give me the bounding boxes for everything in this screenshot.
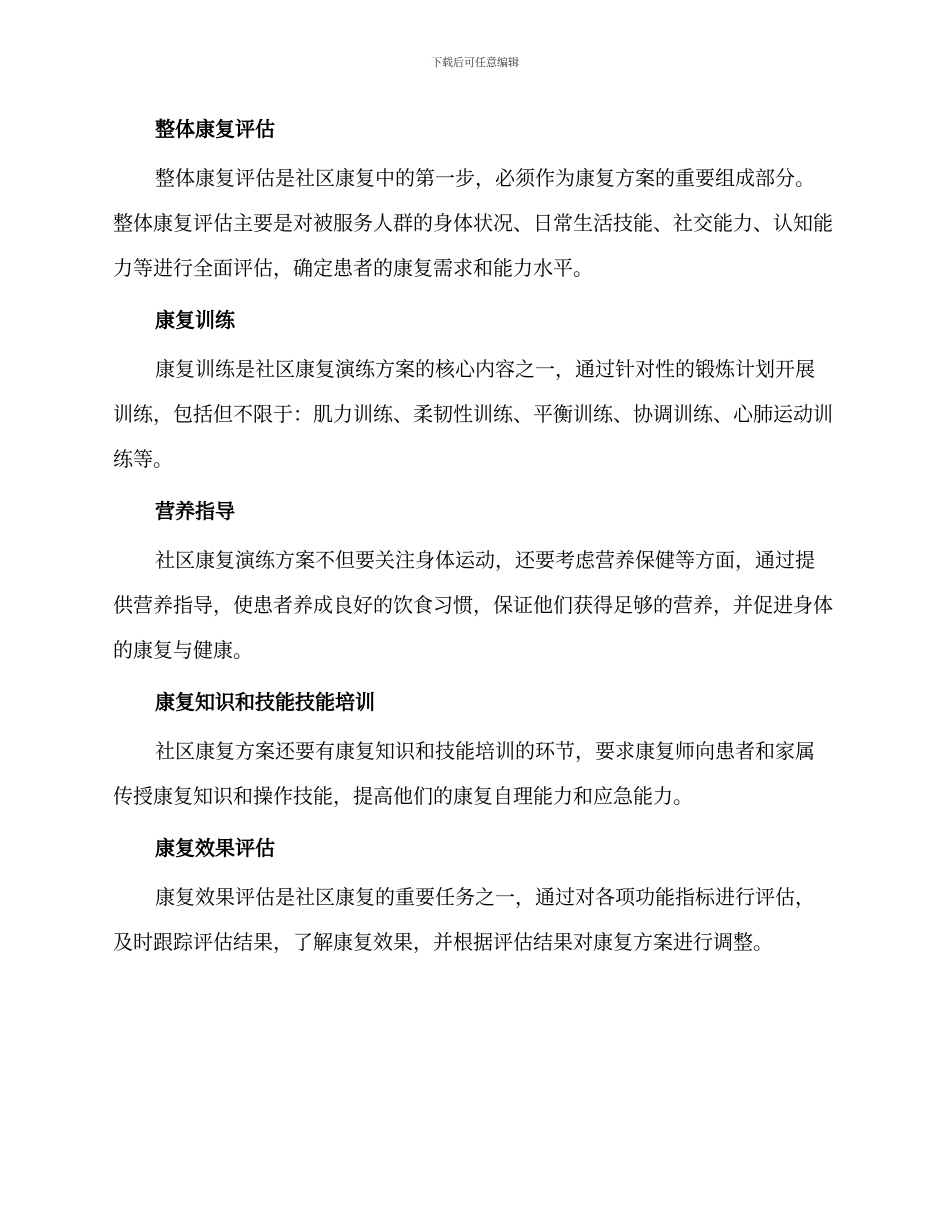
section-paragraph: 社区康复方案还要有康复知识和技能培训的环节，要求康复师向患者和家属传授康复知识和操作技能，提高他们的康复自理能力和应急能力。	[113, 739, 815, 808]
section-skills-training	[113, 683, 833, 819]
section-heading: 康复训练	[155, 308, 235, 332]
section-nutrition-guidance	[113, 492, 833, 673]
document-body	[113, 110, 833, 975]
section-paragraph: 社区康复演练方案不但要关注身体运动，还要考虑营养保健等方面，通过提供营养指导，使患者养成良好的饮食习惯，保证他们获得足够的营养，并促进身体的康复与健康。	[113, 548, 833, 662]
section-heading: 整体康复评估	[155, 117, 275, 141]
section-overall-assessment	[113, 110, 833, 291]
section-effect-assessment	[113, 829, 833, 965]
section-paragraph: 康复训练是社区康复演练方案的核心内容之一，通过针对性的锻炼计划开展训练，包括但不限于：肌力训练、柔韧性训练、平衡训练、协调训练、心肺运动训练等。	[113, 357, 833, 471]
section-heading: 营养指导	[155, 499, 235, 523]
section-rehab-training	[113, 301, 833, 482]
section-paragraph: 整体康复评估是社区康复中的第一步，必须作为康复方案的重要组成部分。整体康复评估主要是对被服务人群的身体状况、日常生活技能、社交能力、认知能力等进行全面评估，确定患者的康复需求和能力水平。	[113, 166, 833, 280]
section-paragraph: 康复效果评估是社区康复的重要任务之一，通过对各项功能指标进行评估，及时跟踪评估结果，了解康复效果，并根据评估结果对康复方案进行调整。	[113, 885, 815, 954]
page-header: 下载后可任意编辑	[431, 56, 519, 69]
section-heading: 康复知识和技能技能培训	[155, 690, 375, 714]
section-heading: 康复效果评估	[155, 836, 275, 860]
